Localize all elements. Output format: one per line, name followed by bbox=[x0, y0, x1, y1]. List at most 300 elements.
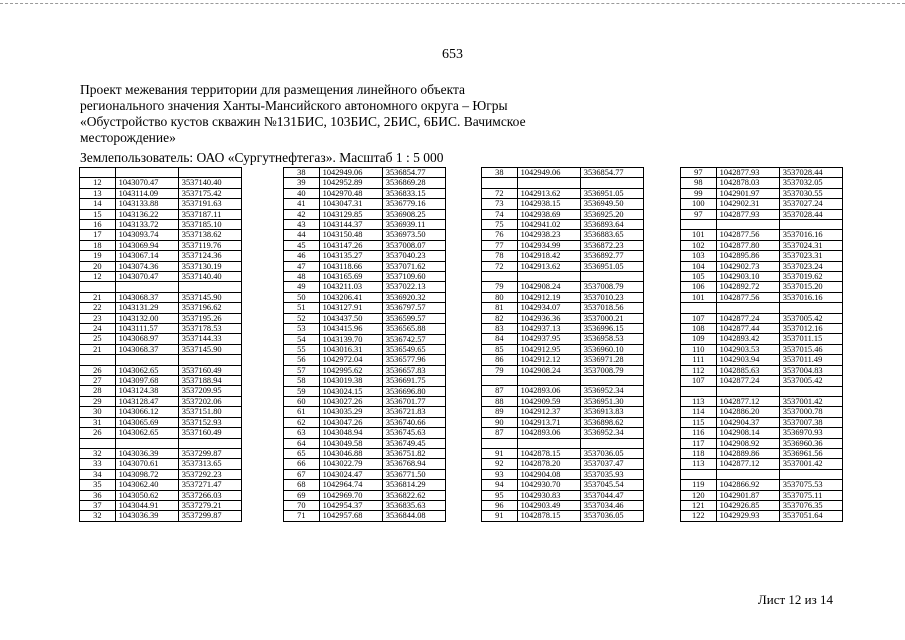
y-coordinate-cell: 3536751.82 bbox=[382, 448, 445, 458]
x-coordinate-cell: 1043133.72 bbox=[115, 220, 178, 230]
page-number: 653 bbox=[442, 47, 463, 62]
y-coordinate-cell: 3536721.83 bbox=[382, 407, 445, 417]
y-coordinate-cell: 3536701.77 bbox=[382, 396, 445, 406]
y-coordinate-cell: 3536951.05 bbox=[580, 188, 643, 198]
table-row bbox=[80, 386, 242, 396]
y-coordinate-cell: 3537019.62 bbox=[779, 272, 842, 282]
x-coordinate-cell: 1042913.62 bbox=[517, 188, 580, 198]
y-coordinate-cell: 3537011.15 bbox=[779, 334, 842, 344]
point-number-cell: 90 bbox=[482, 417, 518, 427]
point-number-cell: 119 bbox=[681, 480, 717, 490]
x-coordinate-cell: 1042926.85 bbox=[716, 500, 779, 510]
point-number-cell: 101 bbox=[681, 292, 717, 302]
land-user-line: Землепользователь: ОАО «Сургутнефтегаз». Масштаб 1 : 5 000 bbox=[80, 150, 444, 165]
x-coordinate-cell: 1042909.59 bbox=[517, 396, 580, 406]
x-coordinate-cell bbox=[115, 438, 178, 448]
point-number-cell: 109 bbox=[681, 334, 717, 344]
table-row bbox=[681, 355, 843, 365]
x-coordinate-cell: 1043437.50 bbox=[319, 313, 382, 323]
table-row bbox=[681, 334, 843, 344]
table-row bbox=[681, 178, 843, 188]
point-number-cell: 84 bbox=[482, 334, 518, 344]
table-row bbox=[482, 220, 644, 230]
point-number-cell: 87 bbox=[482, 428, 518, 438]
point-number-cell: 91 bbox=[482, 511, 518, 521]
y-coordinate-cell: 3537032.05 bbox=[779, 178, 842, 188]
point-number-cell: 30 bbox=[80, 407, 116, 417]
x-coordinate-cell: 1042877.12 bbox=[716, 396, 779, 406]
point-number-cell: 79 bbox=[482, 282, 518, 292]
point-number-cell: 26 bbox=[80, 428, 116, 438]
table-row bbox=[681, 251, 843, 261]
x-coordinate-cell: 1042995.62 bbox=[319, 365, 382, 375]
y-coordinate-cell: 3537140.40 bbox=[178, 178, 241, 188]
x-coordinate-cell: 1042877.93 bbox=[716, 209, 779, 219]
x-coordinate-cell: 1042938.15 bbox=[517, 199, 580, 209]
point-number-cell: 16 bbox=[80, 220, 116, 230]
y-coordinate-cell: 3537185.10 bbox=[178, 220, 241, 230]
point-number-cell: 33 bbox=[80, 459, 116, 469]
table-row bbox=[482, 313, 644, 323]
table-row bbox=[681, 365, 843, 375]
table-row bbox=[284, 168, 446, 178]
y-coordinate-cell: 3537001.42 bbox=[779, 459, 842, 469]
x-coordinate-cell: 1042877.24 bbox=[716, 376, 779, 386]
point-number-cell: 94 bbox=[482, 480, 518, 490]
x-coordinate-cell: 1043070.61 bbox=[115, 459, 178, 469]
y-coordinate-cell bbox=[779, 220, 842, 230]
y-coordinate-cell: 3537299.87 bbox=[178, 511, 241, 521]
document-title bbox=[80, 82, 640, 146]
y-coordinate-cell: 3536822.62 bbox=[382, 490, 445, 500]
y-coordinate-cell: 3536749.45 bbox=[382, 438, 445, 448]
y-coordinate-cell bbox=[178, 168, 241, 178]
point-number-cell: 70 bbox=[284, 501, 320, 511]
x-coordinate-cell bbox=[115, 355, 178, 365]
table-row bbox=[80, 324, 242, 334]
y-coordinate-cell: 3537008.07 bbox=[382, 240, 445, 250]
table-row bbox=[681, 199, 843, 209]
table-row bbox=[482, 209, 644, 219]
y-coordinate-cell bbox=[779, 386, 842, 396]
table-row bbox=[482, 428, 644, 438]
y-coordinate-cell: 3537196.62 bbox=[178, 303, 241, 313]
table-row bbox=[284, 178, 446, 188]
y-coordinate-cell: 3537160.49 bbox=[178, 428, 241, 438]
point-number-cell: 44 bbox=[284, 230, 320, 240]
x-coordinate-cell: 1043139.70 bbox=[319, 334, 382, 344]
x-coordinate-cell bbox=[115, 168, 178, 178]
point-number-cell: 47 bbox=[284, 261, 320, 271]
point-number-cell: 79 bbox=[482, 365, 518, 375]
point-number-cell: 41 bbox=[284, 199, 320, 209]
point-number-cell: 77 bbox=[482, 240, 518, 250]
x-coordinate-cell: 1043150.48 bbox=[319, 230, 382, 240]
y-coordinate-cell: 3537195.26 bbox=[178, 313, 241, 323]
y-coordinate-cell: 3536951.05 bbox=[580, 261, 643, 271]
point-number-cell: 39 bbox=[284, 178, 320, 188]
y-coordinate-cell: 3537313.65 bbox=[178, 459, 241, 469]
table-row bbox=[80, 396, 242, 406]
point-number-cell: 13 bbox=[80, 188, 116, 198]
table-row bbox=[80, 188, 242, 198]
y-coordinate-cell: 3537016.16 bbox=[779, 230, 842, 240]
x-coordinate-cell: 1042938.69 bbox=[517, 209, 580, 219]
y-coordinate-cell: 3537138.62 bbox=[178, 230, 241, 240]
point-number-cell: 110 bbox=[681, 344, 717, 354]
x-coordinate-cell: 1042912.95 bbox=[517, 344, 580, 354]
table-row bbox=[681, 480, 843, 490]
point-number-cell: 102 bbox=[681, 240, 717, 250]
y-coordinate-cell: 3537027.24 bbox=[779, 199, 842, 209]
x-coordinate-cell: 1042912.37 bbox=[517, 407, 580, 417]
y-coordinate-cell: 3536960.10 bbox=[580, 344, 643, 354]
y-coordinate-cell: 3537119.76 bbox=[178, 240, 241, 250]
y-coordinate-cell: 3537035.93 bbox=[580, 469, 643, 479]
point-number-cell bbox=[482, 178, 518, 188]
x-coordinate-cell: 1042908.24 bbox=[517, 282, 580, 292]
y-coordinate-cell: 3536657.83 bbox=[382, 365, 445, 375]
table-row bbox=[80, 490, 242, 500]
table-row bbox=[80, 303, 242, 313]
y-coordinate-cell bbox=[580, 178, 643, 188]
point-number-cell: 12 bbox=[80, 272, 116, 282]
x-coordinate-cell bbox=[517, 272, 580, 282]
table-row bbox=[681, 376, 843, 386]
x-coordinate-cell: 1042904.08 bbox=[517, 469, 580, 479]
y-coordinate-cell: 3537037.47 bbox=[580, 459, 643, 469]
y-coordinate-cell: 3537007.38 bbox=[779, 417, 842, 427]
point-number-cell: 43 bbox=[284, 220, 320, 230]
point-number-cell bbox=[80, 168, 116, 178]
x-coordinate-cell: 1042878.15 bbox=[517, 511, 580, 521]
y-coordinate-cell: 3537145.90 bbox=[178, 292, 241, 302]
point-number-cell: 29 bbox=[80, 396, 116, 406]
x-coordinate-cell: 1042902.73 bbox=[716, 261, 779, 271]
table-row bbox=[80, 240, 242, 250]
point-number-cell: 101 bbox=[681, 230, 717, 240]
y-coordinate-cell bbox=[580, 438, 643, 448]
point-number-cell: 26 bbox=[80, 365, 116, 375]
point-number-cell: 82 bbox=[482, 313, 518, 323]
table-row bbox=[482, 261, 644, 271]
x-coordinate-cell: 1042901.97 bbox=[716, 188, 779, 198]
table-row bbox=[284, 240, 446, 250]
y-coordinate-cell: 3537016.16 bbox=[779, 292, 842, 302]
y-coordinate-cell: 3537028.44 bbox=[779, 168, 842, 178]
table-row bbox=[681, 459, 843, 469]
point-number-cell: 91 bbox=[482, 448, 518, 458]
x-coordinate-cell: 1043019.38 bbox=[319, 376, 382, 386]
title-line: регионального значения Ханты-Мансийского автономного округа – Югры bbox=[80, 98, 508, 113]
y-coordinate-cell: 3537034.46 bbox=[580, 500, 643, 510]
x-coordinate-cell: 1043129.85 bbox=[319, 209, 382, 219]
table-row bbox=[284, 303, 446, 313]
table-row bbox=[284, 428, 446, 438]
x-coordinate-cell: 1043048.94 bbox=[319, 428, 382, 438]
x-coordinate-cell: 1043133.88 bbox=[115, 199, 178, 209]
x-coordinate-cell: 1042952.89 bbox=[319, 178, 382, 188]
point-number-cell: 14 bbox=[80, 199, 116, 209]
table-row bbox=[681, 386, 843, 396]
x-coordinate-cell: 1043136.22 bbox=[115, 209, 178, 219]
y-coordinate-cell: 3537018.56 bbox=[580, 303, 643, 313]
y-coordinate-cell: 3536869.28 bbox=[382, 178, 445, 188]
table-row bbox=[284, 459, 446, 469]
point-number-cell: 75 bbox=[482, 220, 518, 230]
y-coordinate-cell: 3536913.83 bbox=[580, 407, 643, 417]
x-coordinate-cell: 1042903.94 bbox=[716, 355, 779, 365]
title-line: месторождение» bbox=[80, 130, 176, 145]
y-coordinate-cell: 3536970.93 bbox=[779, 428, 842, 438]
point-number-cell: 108 bbox=[681, 324, 717, 334]
point-number-cell: 61 bbox=[284, 407, 320, 417]
table-row bbox=[482, 188, 644, 198]
table-row bbox=[80, 469, 242, 479]
y-coordinate-cell: 3536960.36 bbox=[779, 438, 842, 448]
table-row bbox=[284, 448, 446, 458]
x-coordinate-cell: 1043062.65 bbox=[115, 428, 178, 438]
x-coordinate-cell: 1043065.69 bbox=[115, 417, 178, 427]
table-row bbox=[482, 500, 644, 510]
table-row bbox=[482, 199, 644, 209]
y-coordinate-cell: 3537202.06 bbox=[178, 396, 241, 406]
x-coordinate-cell: 1042972.04 bbox=[319, 355, 382, 365]
y-coordinate-cell: 3537000.78 bbox=[779, 407, 842, 417]
x-coordinate-cell: 1042878.15 bbox=[517, 448, 580, 458]
y-coordinate-cell: 3537044.47 bbox=[580, 490, 643, 500]
table-row bbox=[80, 355, 242, 365]
y-coordinate-cell: 3536768.94 bbox=[382, 459, 445, 469]
x-coordinate-cell: 1043131.29 bbox=[115, 303, 178, 313]
x-coordinate-cell bbox=[716, 220, 779, 230]
table-row bbox=[681, 490, 843, 500]
point-number-cell: 93 bbox=[482, 469, 518, 479]
x-coordinate-cell: 1043074.36 bbox=[115, 261, 178, 271]
table-row bbox=[284, 469, 446, 479]
point-number-cell bbox=[681, 469, 717, 479]
y-coordinate-cell: 3537191.63 bbox=[178, 199, 241, 209]
point-number-cell: 83 bbox=[482, 324, 518, 334]
point-number-cell: 100 bbox=[681, 199, 717, 209]
point-number-cell: 72 bbox=[482, 261, 518, 271]
point-number-cell: 115 bbox=[681, 417, 717, 427]
y-coordinate-cell: 3537010.23 bbox=[580, 292, 643, 302]
table-row bbox=[284, 511, 446, 521]
point-number-cell: 63 bbox=[284, 428, 320, 438]
table-row bbox=[80, 230, 242, 240]
table-row bbox=[681, 448, 843, 458]
y-coordinate-cell: 3536920.32 bbox=[382, 292, 445, 302]
x-coordinate-cell: 1043093.74 bbox=[115, 230, 178, 240]
table-row bbox=[681, 511, 843, 521]
table-row bbox=[284, 230, 446, 240]
point-number-cell: 54 bbox=[284, 334, 320, 344]
x-coordinate-cell: 1042903.10 bbox=[716, 272, 779, 282]
point-number-cell bbox=[80, 282, 116, 292]
x-coordinate-cell: 1042886.20 bbox=[716, 407, 779, 417]
x-coordinate-cell: 1043022.79 bbox=[319, 459, 382, 469]
point-number-cell: 12 bbox=[80, 178, 116, 188]
y-coordinate-cell: 3537011.49 bbox=[779, 355, 842, 365]
table-row bbox=[482, 292, 644, 302]
y-coordinate-cell: 3536872.23 bbox=[580, 240, 643, 250]
x-coordinate-cell: 1043165.69 bbox=[319, 272, 382, 282]
x-coordinate-cell: 1043069.94 bbox=[115, 240, 178, 250]
table-row bbox=[681, 209, 843, 219]
x-coordinate-cell: 1043047.26 bbox=[319, 417, 382, 427]
x-coordinate-cell: 1042893.42 bbox=[716, 334, 779, 344]
table-row bbox=[80, 251, 242, 261]
table-row bbox=[681, 313, 843, 323]
point-number-cell: 73 bbox=[482, 199, 518, 209]
point-number-cell: 49 bbox=[284, 282, 320, 292]
point-number-cell: 111 bbox=[681, 355, 717, 365]
y-coordinate-cell: 3536814.29 bbox=[382, 480, 445, 490]
point-number-cell: 112 bbox=[681, 365, 717, 375]
x-coordinate-cell: 1043097.68 bbox=[115, 376, 178, 386]
y-coordinate-cell: 3537008.79 bbox=[580, 365, 643, 375]
y-coordinate-cell: 3537051.64 bbox=[779, 511, 842, 521]
y-coordinate-cell: 3537076.35 bbox=[779, 500, 842, 510]
x-coordinate-cell: 1043035.29 bbox=[319, 407, 382, 417]
x-coordinate-cell: 1043415.96 bbox=[319, 324, 382, 334]
y-coordinate-cell: 3537015.46 bbox=[779, 344, 842, 354]
y-coordinate-cell: 3536925.20 bbox=[580, 209, 643, 219]
y-coordinate-cell: 3537187.11 bbox=[178, 209, 241, 219]
y-coordinate-cell: 3537036.05 bbox=[580, 511, 643, 521]
x-coordinate-cell: 1043135.27 bbox=[319, 251, 382, 261]
table-row bbox=[482, 469, 644, 479]
table-row bbox=[284, 261, 446, 271]
x-coordinate-cell: 1042969.70 bbox=[319, 490, 382, 500]
y-coordinate-cell: 3536740.66 bbox=[382, 417, 445, 427]
y-coordinate-cell: 3537040.23 bbox=[382, 251, 445, 261]
y-coordinate-cell: 3536599.57 bbox=[382, 313, 445, 323]
x-coordinate-cell bbox=[517, 178, 580, 188]
x-coordinate-cell: 1043114.09 bbox=[115, 188, 178, 198]
table-row bbox=[482, 272, 644, 282]
table-row bbox=[80, 199, 242, 209]
y-coordinate-cell: 3537028.44 bbox=[779, 209, 842, 219]
x-coordinate-cell bbox=[716, 469, 779, 479]
title-line: «Обустройство кустов скважин №131БИС, 103БИС, 2БИС, 6БИС. Вачимское bbox=[80, 114, 526, 129]
y-coordinate-cell: 3537075.11 bbox=[779, 490, 842, 500]
x-coordinate-cell: 1042938.23 bbox=[517, 230, 580, 240]
table-row bbox=[482, 376, 644, 386]
coordinates-table-3 bbox=[481, 167, 644, 522]
y-coordinate-cell: 3537178.53 bbox=[178, 324, 241, 334]
point-number-cell: 97 bbox=[681, 168, 717, 178]
table-row bbox=[681, 396, 843, 406]
x-coordinate-cell: 1042895.86 bbox=[716, 251, 779, 261]
x-coordinate-cell: 1042893.06 bbox=[517, 428, 580, 438]
point-number-cell: 95 bbox=[482, 490, 518, 500]
point-number-cell: 53 bbox=[284, 324, 320, 334]
x-coordinate-cell bbox=[716, 386, 779, 396]
point-number-cell: 59 bbox=[284, 386, 320, 396]
x-coordinate-cell: 1043049.58 bbox=[319, 438, 382, 448]
table-row bbox=[284, 344, 446, 354]
table-row bbox=[681, 240, 843, 250]
y-coordinate-cell: 3536742.57 bbox=[382, 334, 445, 344]
coordinates-table-2 bbox=[283, 167, 446, 522]
point-number-cell: 113 bbox=[681, 396, 717, 406]
point-number-cell: 32 bbox=[80, 448, 116, 458]
y-coordinate-cell: 3536958.53 bbox=[580, 334, 643, 344]
y-coordinate-cell: 3536549.65 bbox=[382, 344, 445, 354]
point-number-cell: 117 bbox=[681, 438, 717, 448]
x-coordinate-cell: 1042878.03 bbox=[716, 178, 779, 188]
point-number-cell: 58 bbox=[284, 376, 320, 386]
point-number-cell: 65 bbox=[284, 448, 320, 458]
x-coordinate-cell: 1043050.62 bbox=[115, 490, 178, 500]
point-number-cell bbox=[482, 438, 518, 448]
y-coordinate-cell: 3537140.40 bbox=[178, 272, 241, 282]
x-coordinate-cell: 1043062.40 bbox=[115, 480, 178, 490]
point-number-cell: 32 bbox=[80, 511, 116, 521]
x-coordinate-cell: 1042964.74 bbox=[319, 480, 382, 490]
x-coordinate-cell: 1042878.20 bbox=[517, 459, 580, 469]
y-coordinate-cell bbox=[178, 282, 241, 292]
table-row bbox=[284, 355, 446, 365]
table-row bbox=[284, 417, 446, 427]
point-number-cell: 17 bbox=[80, 230, 116, 240]
point-number-cell: 24 bbox=[80, 324, 116, 334]
table-row bbox=[482, 355, 644, 365]
page-top-border bbox=[0, 3, 905, 4]
y-coordinate-cell: 3537005.42 bbox=[779, 376, 842, 386]
point-number-cell: 62 bbox=[284, 417, 320, 427]
table-row bbox=[482, 407, 644, 417]
point-number-cell: 38 bbox=[482, 168, 518, 178]
point-number-cell: 122 bbox=[681, 511, 717, 521]
x-coordinate-cell: 1043128.47 bbox=[115, 396, 178, 406]
x-coordinate-cell: 1042949.06 bbox=[319, 168, 382, 178]
x-coordinate-cell bbox=[115, 282, 178, 292]
y-coordinate-cell: 3536892.77 bbox=[580, 251, 643, 261]
point-number-cell: 121 bbox=[681, 500, 717, 510]
y-coordinate-cell: 3537160.49 bbox=[178, 365, 241, 375]
x-coordinate-cell: 1043070.47 bbox=[115, 272, 178, 282]
x-coordinate-cell: 1043206.41 bbox=[319, 292, 382, 302]
point-number-cell: 60 bbox=[284, 396, 320, 406]
table-row bbox=[681, 282, 843, 292]
y-coordinate-cell: 3537292.23 bbox=[178, 469, 241, 479]
point-number-cell: 50 bbox=[284, 292, 320, 302]
point-number-cell: 64 bbox=[284, 438, 320, 448]
table-row bbox=[284, 334, 446, 344]
point-number-cell: 40 bbox=[284, 188, 320, 198]
x-coordinate-cell: 1042912.12 bbox=[517, 355, 580, 365]
table-row bbox=[80, 292, 242, 302]
x-coordinate-cell: 1043098.72 bbox=[115, 469, 178, 479]
x-coordinate-cell: 1042877.93 bbox=[716, 168, 779, 178]
point-number-cell: 92 bbox=[482, 459, 518, 469]
table-row bbox=[80, 459, 242, 469]
x-coordinate-cell: 1042934.07 bbox=[517, 303, 580, 313]
point-number-cell: 113 bbox=[681, 459, 717, 469]
table-row bbox=[482, 490, 644, 500]
x-coordinate-cell: 1042941.02 bbox=[517, 220, 580, 230]
table-row bbox=[284, 480, 446, 490]
y-coordinate-cell: 3536745.63 bbox=[382, 428, 445, 438]
x-coordinate-cell: 1042877.44 bbox=[716, 324, 779, 334]
y-coordinate-cell: 3537000.21 bbox=[580, 313, 643, 323]
point-number-cell: 120 bbox=[681, 490, 717, 500]
table-row bbox=[482, 386, 644, 396]
x-coordinate-cell: 1043016.31 bbox=[319, 344, 382, 354]
